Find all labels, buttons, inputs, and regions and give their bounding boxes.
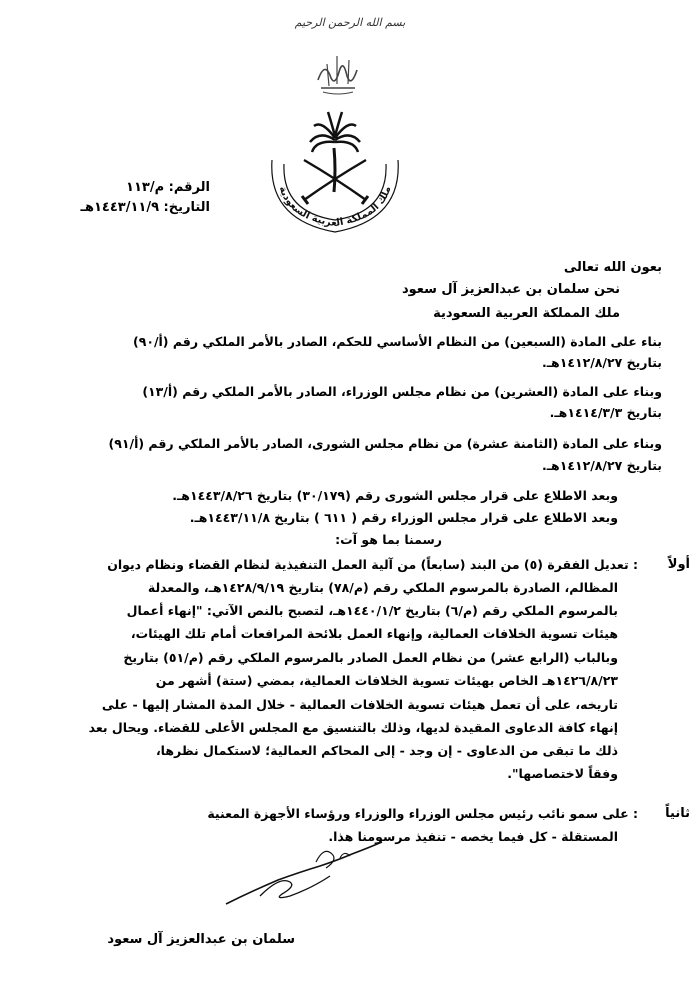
emblem-ring-text: ملك المملكة العربية السعودية	[276, 184, 394, 230]
article-first-line: بالمرسوم الملكي رقم (م/٦) بتاريخ ١٤٤٠/١/٢هـ، لتصبح بالنص الآتي: "إنهاء أعمال	[126, 603, 618, 618]
preamble-3-line-1: وبناء على المادة (الثامنة عشرة) من نظام مجلس الشورى، الصادر بالأمر الملكي رقم (أ/٩١)	[108, 436, 662, 451]
intro-line-1: بعون الله تعالى	[563, 260, 662, 275]
article-first-line: تاريخه، على أن تعمل هيئات تسوية الخلافات العمالية - خلال المدة المشار إليها - على	[101, 697, 618, 712]
intro-line-3: ملك المملكة العربية السعودية	[433, 306, 620, 321]
article-first-line: : تعديل الفقرة (٥) من البند (سابعاً) من آلية العمل التنفيذية لنظام القضاء ونظام ديوان	[107, 557, 638, 572]
article-second-line: : على سمو نائب رئيس مجلس الوزراء والوزراء ورؤساء الأجهزة المعنية	[207, 806, 638, 821]
article-first-line: وبالباب (الرابع عشر) من نظام العمل الصادر بالمرسوم الملكي رقم (م/٥١) بتاريخ	[123, 650, 618, 665]
intro-line-2: نحن سلمان بن عبدالعزيز آل سعود	[401, 282, 620, 297]
reference-date: التاريخ: ١٤٤٣/١١/٩هـ	[80, 200, 210, 215]
article-first-line: وفقاً لاختصاصها".	[507, 766, 618, 781]
shahada-calligraphy-icon	[313, 50, 363, 96]
article-second-line: المستقلة - كل فيما يخصه - تنفيذ مرسومنا هذا.	[328, 829, 618, 844]
article-first-line: المظالم، الصادرة بالمرسوم الملكي رقم (م/٧٨) بتاريخ ١٤٢٨/٩/١٩هـ، والمعدلة	[147, 580, 618, 595]
preamble-3-line-2: بتاريخ ١٤١٢/٨/٢٧هـ.	[542, 458, 662, 473]
signer-name: سلمان بن عبدالعزيز آل سعود	[107, 932, 295, 947]
review-line-1: وبعد الاطلاع على قرار مجلس الشورى رقم (٣٠/١٧٩) بتاريخ ١٤٤٣/٨/٢٦هـ.	[172, 488, 618, 503]
handwritten-signature-icon	[220, 836, 390, 911]
preamble-1-line-2: بتاريخ ١٤١٢/٨/٢٧هـ.	[542, 355, 662, 370]
article-first-line: هيئات تسوية الخلافات العمالية، وإنهاء العمل بلائحة المرافعات أمام تلك الهيئات،	[130, 626, 618, 641]
preamble-2-line-2: بتاريخ ١٤١٤/٣/٣هـ.	[549, 405, 662, 420]
article-second-label: ثانياً	[665, 806, 690, 821]
saudi-emblem-icon	[250, 100, 420, 250]
article-first-line: إنهاء كافة الدعاوى المقيدة لديها، وذلك بالتنسيق مع المجلس الأعلى للقضاء. ويحال بعد	[88, 720, 618, 735]
reference-number: الرقم: م/١١٣	[126, 180, 210, 195]
article-first-line: ١٤٢٦/٨/٢٣هـ الخاص بهيئات تسوية الخلافات العمالية، بمضي (ستة) أشهر من	[155, 673, 618, 688]
preamble-1-line-1: بناء على المادة (السبعين) من النظام الأساسي للحكم، الصادر بالأمر الملكي رقم (أ/٩٠)	[132, 334, 662, 349]
article-first-line: ذلك ما تبقى من الدعاوى - إن وجد - إلى المحاكم العمالية؛ لاستكمال نظرها،	[155, 743, 618, 758]
decree-intro: رسمنا بما هو آت:	[335, 532, 442, 547]
bismillah: بسم الله الرحمن الرحيم	[294, 16, 406, 29]
review-line-2: وبعد الاطلاع على قرار مجلس الوزراء رقم ( ٦١١ ) بتاريخ ١٤٤٣/١١/٨هـ.	[189, 510, 618, 525]
preamble-2-line-1: وبناء على المادة (العشرين) من نظام مجلس الوزراء، الصادر بالأمر الملكي رقم (أ/١٣)	[142, 384, 662, 399]
article-first-label: أولاً	[667, 557, 690, 572]
